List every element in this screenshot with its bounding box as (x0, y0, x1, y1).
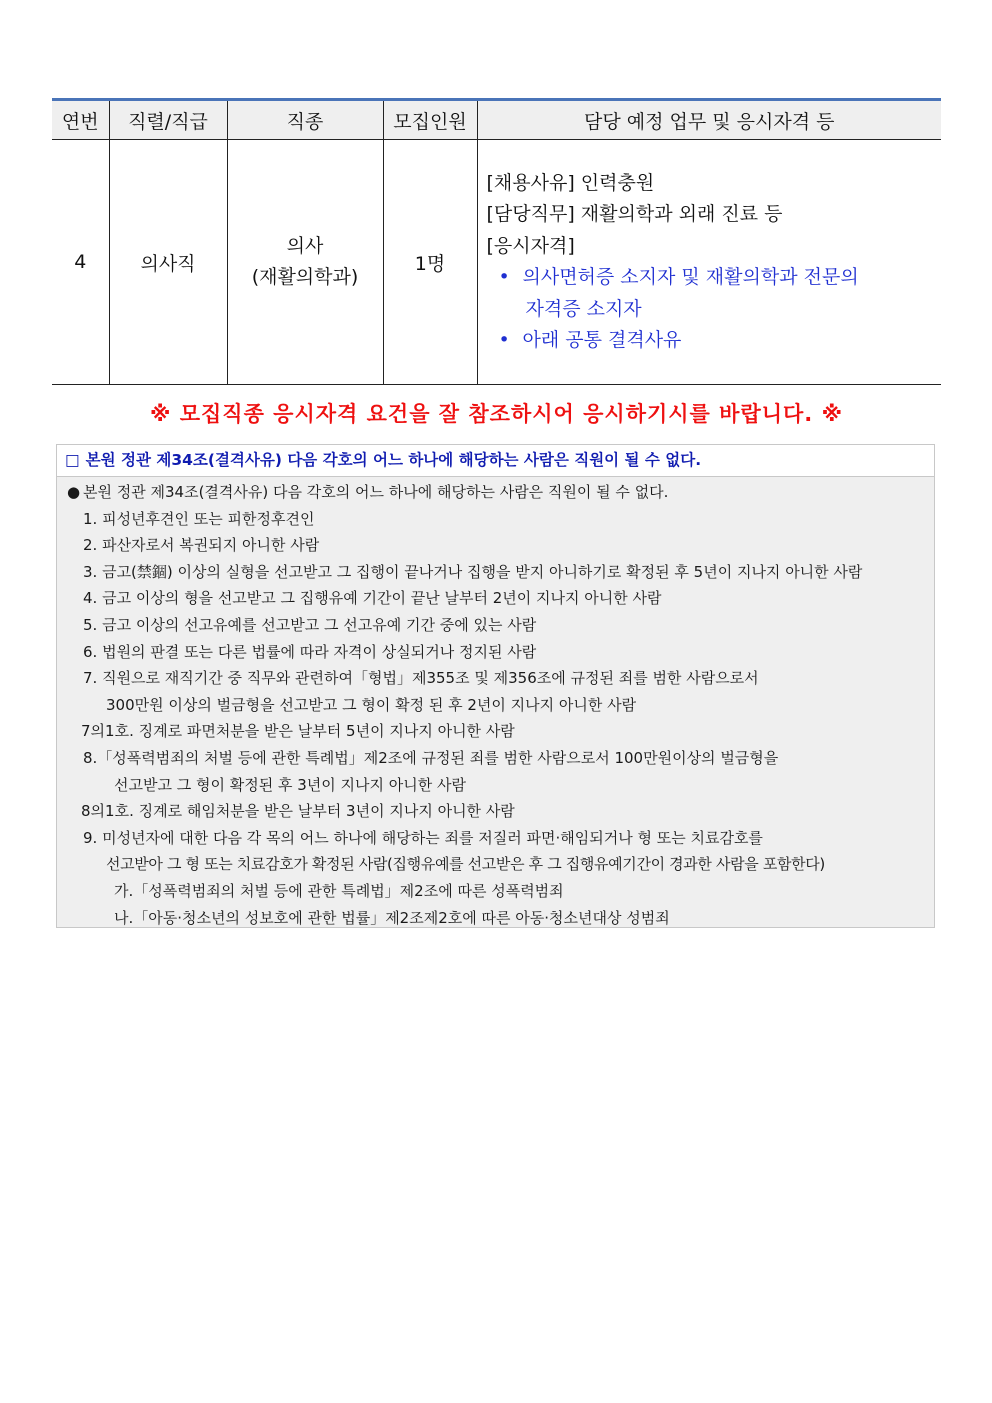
notice-text: ※ 모집직종 응시자격 요건을 잘 참조하시어 응시하기시를 바랍니다. ※ (149, 402, 844, 426)
list-item: 3. 금고(禁錮) 이상의 실형을 선고받고 그 집행이 끝나거나 집행을 받지 아니하기로 확정된 후 5년이 지나지 아니한 사람 (83, 562, 863, 581)
list-subitem: 가.「성폭력범죄의 처벌 등에 관한 특례법」제2조에 따른 성폭력범죄 (114, 881, 564, 900)
job-type-department: (재활의학과) (251, 266, 359, 288)
disqualification-header-text: 본원 정관 제34조(결격사유) 다음 각호의 어느 하나에 해당하는 사람은 직원이 될 수 없다. (85, 451, 702, 469)
list-item: 9. 미성년자에 대한 다음 각 목의 어느 하나에 해당하는 죄를 저질러 파면·해임되거나 형 또는 치료감호를 (83, 828, 763, 847)
list-item-continuation: 300만원 이상의 벌금형을 선고받고 그 형이 확정 된 후 2년이 지나지 아니한 사람 (106, 695, 637, 714)
cell-series: 의사직 (109, 140, 227, 385)
list-item: 8.「성폭력범죄의 처벌 등에 관한 특례법」제2조에 규정된 죄를 범한 사람으로서 100만원이상의 벌금형을 (83, 748, 779, 767)
list-item: 1. 피성년후견인 또는 피한정후견인 (83, 509, 315, 528)
list-item: 8의1호. 징계로 해임처분을 받은 날부터 3년이 지나지 아니한 사람 (81, 802, 515, 821)
cell-duties (477, 140, 941, 385)
list-item: 2. 파산자로서 복권되지 아니한 사람 (83, 536, 320, 555)
header-series: 직렬/직급 (109, 100, 227, 140)
header-duties: 담당 예정 업무 및 응시자격 등 (477, 100, 941, 140)
qualification-item (487, 325, 942, 357)
header-number: 연번 (52, 100, 109, 140)
duty-qualification-title: [응시자격] (486, 234, 575, 257)
bullet-icon: • (498, 266, 510, 288)
qualification-text: 의사면허증 소지자 및 재활의학과 전문의 (522, 266, 859, 288)
list-item: 5. 금고 이상의 선고유예를 선고받고 그 선고유예 기간 중에 있는 사람 (83, 615, 537, 634)
header-headcount: 모집인원 (383, 100, 477, 140)
disqualification-box (56, 444, 935, 928)
list-subitem: 나.「아동·청소년의 성보호에 관한 법률」제2조제2호에 따른 아동·청소년대상 성범죄 (114, 908, 670, 927)
job-type-name: 의사 (286, 235, 324, 257)
qualification-text: 아래 공통 결격사유 (522, 329, 682, 351)
bullet-dot-icon: ● (67, 483, 81, 501)
list-item: 7. 직원으로 재직기간 중 직무와 관련하여「형법」제355조 및 제356조에 규정된 죄를 범한 사람으로서 (83, 669, 759, 688)
duty-task: [담당직무] 재활의학과 외래 진료 등 (486, 203, 783, 225)
table-row (52, 140, 941, 385)
cell-number: 4 (52, 140, 109, 385)
list-item-continuation: 선고받아 그 형 또는 치료감호가 확정된 사람(집행유예를 선고받은 후 그 집행유예기간이 경과한 사람을 포함한다) (106, 855, 825, 874)
list-item: 6. 법원의 판결 또는 다른 법률에 따라 자격이 상실되거나 정지된 사람 (83, 642, 537, 661)
bullet-icon: • (498, 329, 510, 351)
list-intro (57, 479, 934, 506)
disqualification-header (57, 445, 934, 477)
table-header-row (52, 100, 941, 140)
header-job-type: 직종 (227, 100, 383, 140)
duty-reason: [채용사유] 인력충원 (486, 171, 655, 194)
list-intro-text: 본원 정관 제34조(결격사유) 다음 각호의 어느 하나에 해당하는 사람은 직원이 될 수 없다. (83, 483, 669, 501)
qualification-continuation: 자격증 소지자 (525, 297, 642, 320)
list-item: 4. 금고 이상의 형을 선고받고 그 집행유예 기간이 끝난 날부터 2년이 지나지 아니한 사람 (83, 589, 662, 608)
cell-job-type (227, 140, 383, 385)
checkbox-square-icon: □ (65, 451, 80, 469)
qualification-item (487, 262, 942, 294)
list-item-continuation: 선고받고 그 형이 확정된 후 3년이 지나지 아니한 사람 (114, 775, 466, 794)
disqualification-list (57, 477, 934, 931)
list-item: 7의1호. 징계로 파면처분을 받은 날부터 5년이 지나지 아니한 사람 (81, 722, 515, 741)
recruitment-table (52, 98, 941, 385)
cell-headcount: 1명 (383, 140, 477, 385)
